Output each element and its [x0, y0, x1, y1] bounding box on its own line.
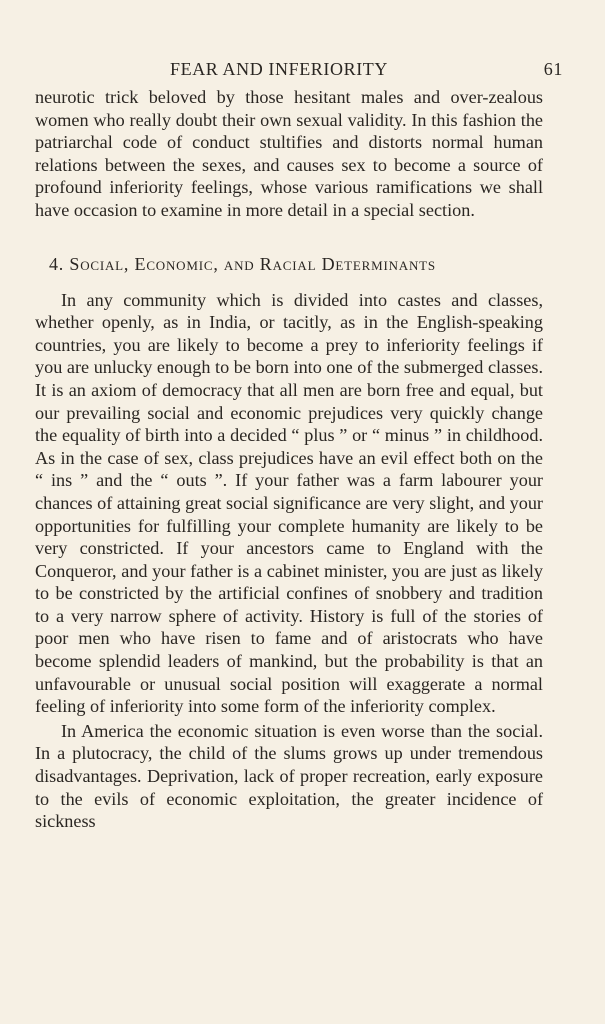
running-title: FEAR AND INFERIORITY	[169, 59, 388, 79]
body-paragraph-2: In America the economic situation is even worse than the social. In a plutocracy, the child of the slums grows up under tremendous disadvantages. Deprivation, lack of proper recreation, early exposure to the evils of economic exploitation, the greater incidence of sickness	[35, 720, 543, 832]
continuation-paragraph: neurotic trick beloved by those hesitant males and over-zealous women who really doubt their own sexual validity. In this fashion the patriarchal code of conduct stultifies and distorts normal human relations between the sexes, and causes sex to become a source of profound inferiority feelings, whose various ramifications we shall have occasion to examine in more detail in a special section.	[35, 87, 543, 220]
section-heading: 4. Social, Economic, and Racial Determinants	[49, 253, 436, 274]
body-paragraph-1: In any community which is divided into castes and classes, whether openly, as in India, or tacitly, as in the English-speaking countries, you are likely to become a prey to inferiority feelings if you are unlucky enough to be born into one of the submerged classes. It is an axiom of democracy that all men are born free and equal, but our prevailing social and economic prejudices very quickly change the equality of birth into a decided “ plus ” or “ minus ” in childhood. As in the case of sex, class prejudices have an evil effect both on the “ ins ” and the “ outs ”. If your father was a farm labourer your chances of attaining great social significance are very slight, and your opportunities for fulfilling your complete humanity are likely to be very constricted. If your ancestors came to England with the Conqueror, and your father is a cabinet minister, you are just as likely to be constricted by the artificial confines of snobbery and tradition to a very narrow sphere of activity. History is full of the stories of poor men who have risen to fame and of aristocrats who have become splendid leaders of mankind, but the probability is that an unfavourable or unusual social position will exaggerate a normal feeling of inferiority into some form of the inferiority complex.	[35, 289, 543, 717]
running-head	[35, 55, 563, 85]
page-number: 61	[543, 59, 563, 79]
